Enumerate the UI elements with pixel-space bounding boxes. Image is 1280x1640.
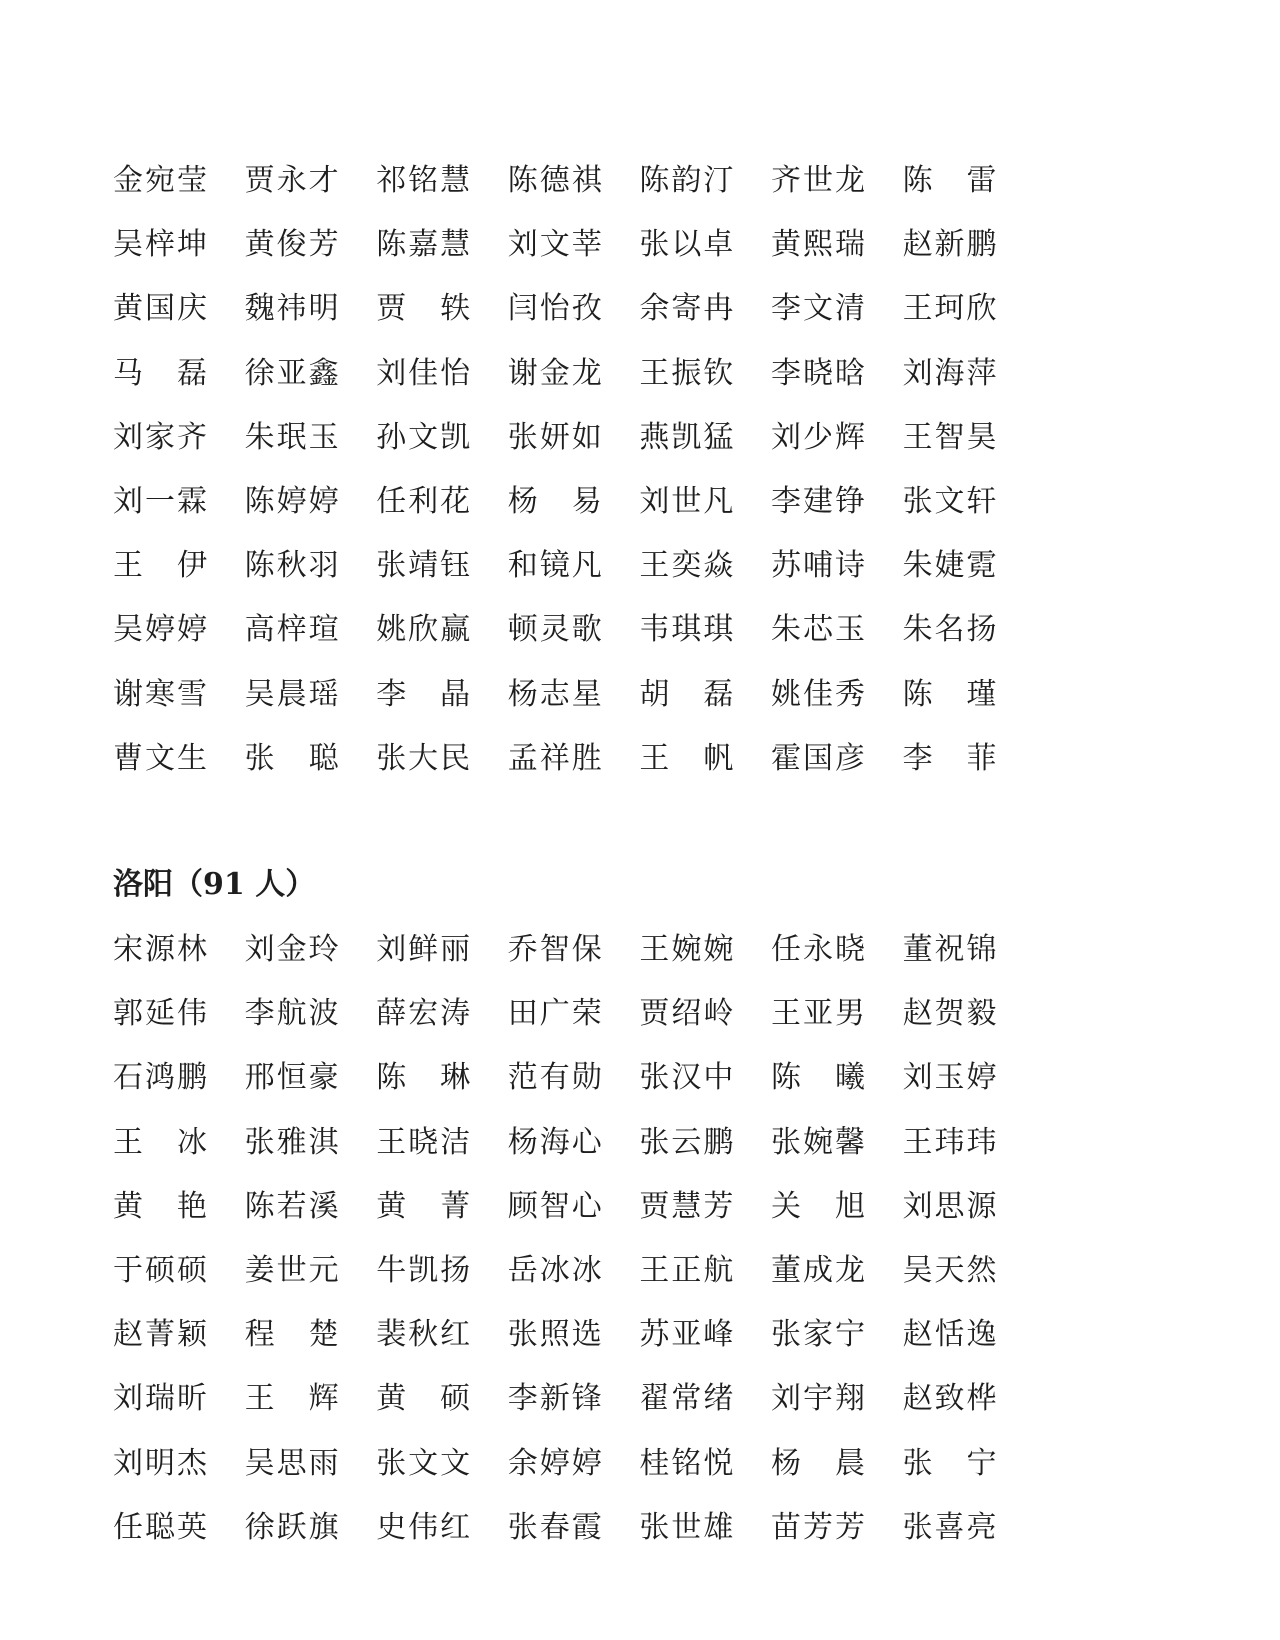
person-name: 任利花 [376, 483, 471, 519]
name-cell [903, 289, 1035, 353]
name-cell [376, 354, 508, 418]
name-cell [771, 482, 903, 546]
person-name: 苗芳芳 [770, 1509, 865, 1545]
person-name: 牛凯扬 [376, 1252, 471, 1288]
name-cell [508, 546, 640, 610]
person-name: 桂铭悦 [639, 1445, 734, 1481]
person-name: 胡 磊 [639, 676, 734, 712]
name-cell [903, 739, 1035, 803]
person-name: 贾 轶 [376, 291, 471, 327]
name-cell [771, 161, 903, 225]
name-cell [245, 1444, 377, 1508]
person-name: 董祝锦 [902, 932, 997, 967]
name-cell [245, 1379, 377, 1443]
person-name: 王 辉 [244, 1381, 339, 1417]
name-cell [113, 1251, 245, 1315]
person-name: 刘鲜丽 [376, 932, 471, 967]
name-cell [903, 546, 1035, 610]
name-cell [113, 930, 245, 994]
person-name: 郭延伟 [113, 996, 207, 1032]
name-cell [903, 482, 1035, 546]
name-cell [245, 1315, 377, 1379]
name-cell [639, 1251, 771, 1315]
person-name: 刘金玲 [244, 932, 339, 967]
person-name: 张以卓 [639, 227, 734, 263]
person-name: 黄国庆 [113, 291, 207, 327]
person-name: 刘玉婷 [902, 1060, 997, 1096]
person-name: 姚欣赢 [376, 612, 471, 648]
name-cell [903, 1315, 1035, 1379]
name-cell [639, 930, 771, 994]
name-cell [903, 354, 1035, 418]
person-name: 刘瑞昕 [113, 1381, 207, 1417]
name-cell [903, 994, 1035, 1058]
name-cell [771, 930, 903, 994]
person-name: 刘一霖 [113, 483, 207, 519]
person-name: 朱珉玉 [244, 419, 339, 455]
name-list-previous-section [113, 161, 1034, 803]
name-cell [771, 1187, 903, 1251]
name-cell [508, 289, 640, 353]
name-cell [771, 1315, 903, 1379]
person-name: 王振钦 [639, 355, 734, 391]
person-name: 曹文生 [113, 740, 207, 776]
person-name: 李 晶 [376, 676, 471, 712]
person-name: 李晓晗 [770, 355, 865, 391]
person-name: 徐跃旗 [244, 1509, 339, 1545]
name-cell [508, 418, 640, 482]
person-name: 祁铭慧 [376, 163, 471, 198]
person-name: 赵恬逸 [902, 1317, 997, 1353]
name-cell [903, 1379, 1035, 1443]
name-cell [508, 1058, 640, 1122]
person-name: 陈嘉慧 [376, 227, 471, 263]
person-name: 李文清 [770, 291, 865, 327]
person-name: 张文文 [376, 1445, 471, 1481]
name-cell [245, 610, 377, 674]
name-cell [113, 418, 245, 482]
name-cell [113, 289, 245, 353]
person-name: 张喜亮 [902, 1509, 997, 1545]
person-name: 李 菲 [902, 740, 997, 776]
person-name: 关 旭 [770, 1188, 865, 1224]
person-name: 朱名扬 [902, 612, 997, 648]
name-cell [376, 482, 508, 546]
name-cell [771, 1251, 903, 1315]
name-cell [376, 289, 508, 353]
name-cell [245, 1187, 377, 1251]
name-cell [508, 610, 640, 674]
name-cell [508, 739, 640, 803]
person-name: 吴天然 [902, 1252, 997, 1288]
person-name: 陈德祺 [507, 163, 602, 198]
person-name: 贾绍岭 [639, 996, 734, 1032]
name-cell [639, 354, 771, 418]
person-name: 和镜凡 [507, 548, 602, 584]
person-name: 余婷婷 [507, 1445, 602, 1481]
name-cell [771, 1123, 903, 1187]
name-cell [639, 1444, 771, 1508]
person-name: 刘文莘 [507, 227, 602, 263]
name-cell [376, 161, 508, 225]
name-cell [639, 1123, 771, 1187]
name-cell [639, 1187, 771, 1251]
name-cell [903, 610, 1035, 674]
person-name: 朱芯玉 [770, 612, 865, 648]
person-name: 陈婷婷 [244, 483, 339, 519]
person-name: 张汉中 [639, 1060, 734, 1096]
name-cell [903, 1123, 1035, 1187]
name-cell [245, 289, 377, 353]
name-cell [639, 1508, 771, 1572]
name-cell [245, 418, 377, 482]
person-name: 刘佳怡 [376, 355, 471, 391]
person-name: 石鸿鹏 [113, 1060, 207, 1096]
person-name: 黄 菁 [376, 1188, 471, 1224]
name-cell [771, 546, 903, 610]
person-name: 张妍如 [507, 419, 602, 455]
name-cell [376, 1251, 508, 1315]
name-cell [903, 1251, 1035, 1315]
name-cell [376, 610, 508, 674]
name-cell [508, 354, 640, 418]
person-name: 张文轩 [902, 483, 997, 519]
person-name: 于硕硕 [113, 1252, 207, 1288]
person-name: 乔智保 [507, 932, 602, 967]
person-name: 徐亚鑫 [244, 355, 339, 391]
name-cell [639, 482, 771, 546]
person-name: 王智昊 [902, 419, 997, 455]
section-heading-luoyang: 洛阳（91 人） [113, 867, 316, 902]
name-cell [508, 161, 640, 225]
person-name: 刘家齐 [113, 419, 207, 455]
person-name: 王亚男 [770, 996, 865, 1032]
person-name: 王晓洁 [376, 1124, 471, 1160]
person-name: 贾慧芳 [639, 1188, 734, 1224]
name-cell [376, 675, 508, 739]
person-name: 张世雄 [639, 1509, 734, 1545]
name-cell [245, 225, 377, 289]
name-cell [113, 1508, 245, 1572]
name-list-luoyang [113, 930, 1034, 1572]
person-name: 李航波 [244, 996, 339, 1032]
name-cell [245, 675, 377, 739]
person-name: 魏祎明 [244, 291, 339, 327]
person-name: 苏哺诗 [770, 548, 865, 584]
name-cell [113, 1123, 245, 1187]
name-cell [771, 1444, 903, 1508]
person-name: 刘思源 [902, 1188, 997, 1224]
person-name: 张 宁 [902, 1445, 997, 1481]
name-cell [245, 1123, 377, 1187]
name-cell [903, 161, 1035, 225]
person-name: 刘少辉 [770, 419, 865, 455]
name-cell [245, 546, 377, 610]
person-name: 张 聪 [244, 740, 339, 776]
person-name: 刘海萍 [902, 355, 997, 391]
person-name: 陈 瑾 [902, 676, 997, 712]
person-name: 王珂欣 [902, 291, 997, 327]
name-cell [639, 1058, 771, 1122]
person-name: 吴思雨 [244, 1445, 339, 1481]
name-cell [508, 1508, 640, 1572]
person-name: 王 冰 [113, 1124, 207, 1160]
person-name: 孟祥胜 [507, 740, 602, 776]
person-name: 赵新鹏 [902, 227, 997, 263]
name-cell [376, 1508, 508, 1572]
person-name: 闫怡孜 [507, 291, 602, 327]
name-cell [508, 1315, 640, 1379]
name-cell [376, 225, 508, 289]
name-cell [113, 739, 245, 803]
person-name: 杨志星 [507, 676, 602, 712]
person-name: 张春霞 [507, 1509, 602, 1545]
name-cell [113, 994, 245, 1058]
name-cell [508, 1251, 640, 1315]
person-name: 霍国彦 [770, 740, 865, 776]
person-name: 张家宁 [770, 1317, 865, 1353]
person-name: 范有勋 [507, 1060, 602, 1096]
person-name: 陈秋羽 [244, 548, 339, 584]
person-name: 王婉婉 [639, 932, 734, 967]
name-cell [639, 1379, 771, 1443]
person-name: 张婉馨 [770, 1124, 865, 1160]
name-cell [245, 1508, 377, 1572]
person-name: 任聪英 [113, 1509, 207, 1545]
person-name: 黄 硕 [376, 1381, 471, 1417]
name-cell [508, 225, 640, 289]
person-name: 张云鹏 [639, 1124, 734, 1160]
name-cell [245, 930, 377, 994]
name-cell [113, 1444, 245, 1508]
person-name: 田广荣 [507, 996, 602, 1032]
person-name: 邢恒豪 [244, 1060, 339, 1096]
person-name: 董成龙 [770, 1252, 865, 1288]
person-name: 韦琪琪 [639, 612, 734, 648]
person-name: 吴婷婷 [113, 612, 207, 648]
person-name: 贾永才 [244, 163, 339, 198]
person-name: 高梓瑄 [244, 612, 339, 648]
person-name: 陈韵汀 [639, 163, 734, 198]
person-name: 张雅淇 [244, 1124, 339, 1160]
person-name: 陈 雷 [902, 163, 997, 198]
person-name: 程 楚 [244, 1317, 339, 1353]
name-cell [771, 675, 903, 739]
person-name: 杨海心 [507, 1124, 602, 1160]
name-cell [903, 1058, 1035, 1122]
name-cell [113, 610, 245, 674]
person-name: 刘世凡 [639, 483, 734, 519]
person-name: 姜世元 [244, 1252, 339, 1288]
name-cell [771, 225, 903, 289]
name-cell [245, 482, 377, 546]
name-cell [376, 1444, 508, 1508]
person-name: 张靖钰 [376, 548, 471, 584]
name-cell [245, 739, 377, 803]
person-name: 刘宇翔 [770, 1381, 865, 1417]
person-name: 宋源林 [113, 932, 207, 967]
name-cell [113, 161, 245, 225]
person-name: 谢金龙 [507, 355, 602, 391]
person-name: 任永晓 [770, 932, 865, 967]
name-cell [639, 418, 771, 482]
name-cell [113, 675, 245, 739]
person-name: 顾智心 [507, 1188, 602, 1224]
person-name: 吴晨瑶 [244, 676, 339, 712]
person-name: 翟常绪 [639, 1381, 734, 1417]
person-name: 王正航 [639, 1252, 734, 1288]
name-cell [508, 1187, 640, 1251]
name-cell [113, 546, 245, 610]
person-name: 刘明杰 [113, 1445, 207, 1481]
person-name: 赵贺毅 [902, 996, 997, 1032]
person-name: 黄俊芳 [244, 227, 339, 263]
name-cell [639, 1315, 771, 1379]
name-cell [508, 930, 640, 994]
person-name: 陈 曦 [770, 1060, 865, 1096]
person-name: 孙文凯 [376, 419, 471, 455]
person-name: 薛宏涛 [376, 996, 471, 1032]
name-cell [639, 546, 771, 610]
name-cell [376, 1123, 508, 1187]
person-name: 王奕焱 [639, 548, 734, 584]
person-name: 李新锋 [507, 1381, 602, 1417]
name-cell [903, 675, 1035, 739]
person-name: 黄熙瑞 [770, 227, 865, 263]
person-name: 张大民 [376, 740, 471, 776]
person-name: 余寄冉 [639, 291, 734, 327]
name-cell [903, 225, 1035, 289]
name-cell [639, 161, 771, 225]
name-cell [245, 354, 377, 418]
name-cell [639, 739, 771, 803]
person-name: 杨 晨 [770, 1445, 865, 1481]
name-cell [508, 675, 640, 739]
name-cell [376, 930, 508, 994]
person-name: 王玮玮 [902, 1124, 997, 1160]
name-cell [113, 1058, 245, 1122]
person-name: 燕凯猛 [639, 419, 734, 455]
name-cell [376, 994, 508, 1058]
name-cell [376, 546, 508, 610]
name-cell [771, 994, 903, 1058]
person-name: 朱婕霓 [902, 548, 997, 584]
name-cell [903, 1508, 1035, 1572]
person-name: 张照选 [507, 1317, 602, 1353]
name-cell [508, 1444, 640, 1508]
person-name: 齐世龙 [770, 163, 865, 198]
person-name: 姚佳秀 [770, 676, 865, 712]
name-cell [771, 1058, 903, 1122]
name-cell [113, 225, 245, 289]
person-name: 王 帆 [639, 740, 734, 776]
name-cell [245, 1058, 377, 1122]
name-cell [376, 1315, 508, 1379]
name-cell [376, 1379, 508, 1443]
person-name: 顿灵歌 [507, 612, 602, 648]
name-cell [903, 1444, 1035, 1508]
name-cell [113, 1379, 245, 1443]
name-cell [903, 1187, 1035, 1251]
person-name: 赵致桦 [902, 1381, 997, 1417]
name-cell [245, 161, 377, 225]
name-cell [508, 482, 640, 546]
person-name: 苏亚峰 [639, 1317, 734, 1353]
person-name: 史伟红 [376, 1509, 471, 1545]
name-cell [245, 1251, 377, 1315]
name-cell [245, 994, 377, 1058]
name-cell [771, 610, 903, 674]
name-cell [113, 354, 245, 418]
name-cell [903, 418, 1035, 482]
person-name: 裴秋红 [376, 1317, 471, 1353]
person-name: 谢寒雪 [113, 676, 207, 712]
person-name: 金宛莹 [113, 163, 207, 198]
person-name: 吴梓坤 [113, 227, 207, 263]
person-name: 陈若溪 [244, 1188, 339, 1224]
name-cell [771, 418, 903, 482]
person-name: 马 磊 [113, 355, 207, 391]
name-cell [376, 1058, 508, 1122]
name-cell [113, 1315, 245, 1379]
name-cell [771, 739, 903, 803]
name-cell [113, 1187, 245, 1251]
person-name: 李建铮 [770, 483, 865, 519]
name-cell [639, 610, 771, 674]
name-cell [376, 1187, 508, 1251]
name-cell [639, 675, 771, 739]
name-cell [376, 739, 508, 803]
name-cell [113, 482, 245, 546]
name-cell [639, 289, 771, 353]
name-cell [771, 354, 903, 418]
person-name: 黄 艳 [113, 1188, 207, 1224]
name-cell [903, 930, 1035, 994]
person-name: 杨 易 [507, 483, 602, 519]
name-cell [771, 1508, 903, 1572]
person-name: 赵菁颖 [113, 1317, 207, 1353]
name-cell [376, 418, 508, 482]
name-cell [771, 1379, 903, 1443]
person-name: 陈 琳 [376, 1060, 471, 1096]
name-cell [639, 225, 771, 289]
name-cell [508, 1379, 640, 1443]
person-name: 王 伊 [113, 548, 207, 584]
name-cell [639, 994, 771, 1058]
name-cell [771, 289, 903, 353]
person-name: 岳冰冰 [507, 1252, 602, 1288]
name-cell [508, 1123, 640, 1187]
name-cell [508, 994, 640, 1058]
